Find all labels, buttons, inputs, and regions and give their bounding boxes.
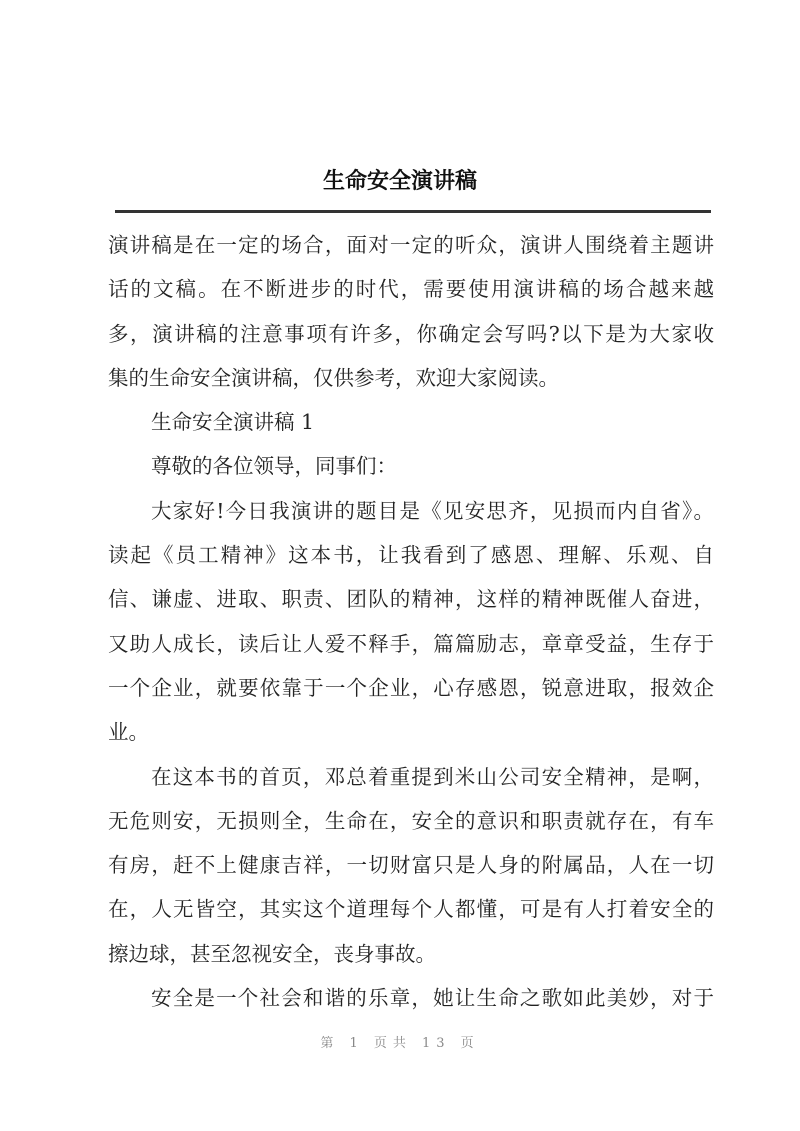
- text-line: 演讲稿是在一定的场合，面对一定的听众，演讲人围绕着主题讲: [108, 233, 714, 257]
- text-line: 多，演讲稿的注意事项有许多，你确定会写吗?以下是为大家收: [108, 321, 714, 346]
- text-line: 话的文稿。在不断进步的时代，需要使用演讲稿的场合越来越: [108, 277, 714, 302]
- text-line: 有房，赶不上健康吉祥，一切财富只是人身的附属品，人在一切: [108, 853, 714, 878]
- text-line: 生命安全演讲稿 1: [151, 410, 315, 435]
- text-line: 信、谦虚、进取、职责、团队的精神，这样的精神既催人奋进，: [108, 587, 714, 612]
- text-line: 安全是一个社会和谐的乐章，她让生命之歌如此美妙，对于: [151, 986, 714, 1011]
- text-line: 集的生命安全演讲稿，仅供参考，欢迎大家阅读。: [108, 365, 559, 390]
- document-body: [108, 230, 714, 1027]
- text-line: 业。: [108, 720, 149, 745]
- text-line: 在这本书的首页，邓总着重提到米山公司安全精神，是啊，: [151, 764, 714, 789]
- text-line: 读起《员工精神》这本书，让我看到了感恩、理解、乐观、自: [108, 543, 714, 568]
- text-line: 大家好!今日我演讲的题目是《见安思齐，见损而内自省》。: [151, 498, 714, 523]
- page-footer: 第 1 页共 13 页: [320, 1036, 480, 1051]
- text-line: 无危则安，无损则全，生命在，安全的意识和职责就存在，有车: [108, 808, 714, 833]
- text-line: 尊敬的各位领导，同事们：: [151, 454, 397, 479]
- document-title: 生命安全演讲稿: [322, 169, 477, 194]
- text-line: 擦边球，甚至忽视安全，丧身事故。: [108, 941, 436, 966]
- title-divider: [115, 210, 711, 213]
- text-line: 在，人无皆空，其实这个道理每个人都懂，可是有人打着安全的: [108, 897, 714, 922]
- text-line: 又助人成长，读后让人爱不释手，篇篇励志，章章受益，生存于: [108, 631, 714, 656]
- text-line: 一个企业，就要依靠于一个企业，心存感恩，锐意进取，报效企: [108, 675, 714, 700]
